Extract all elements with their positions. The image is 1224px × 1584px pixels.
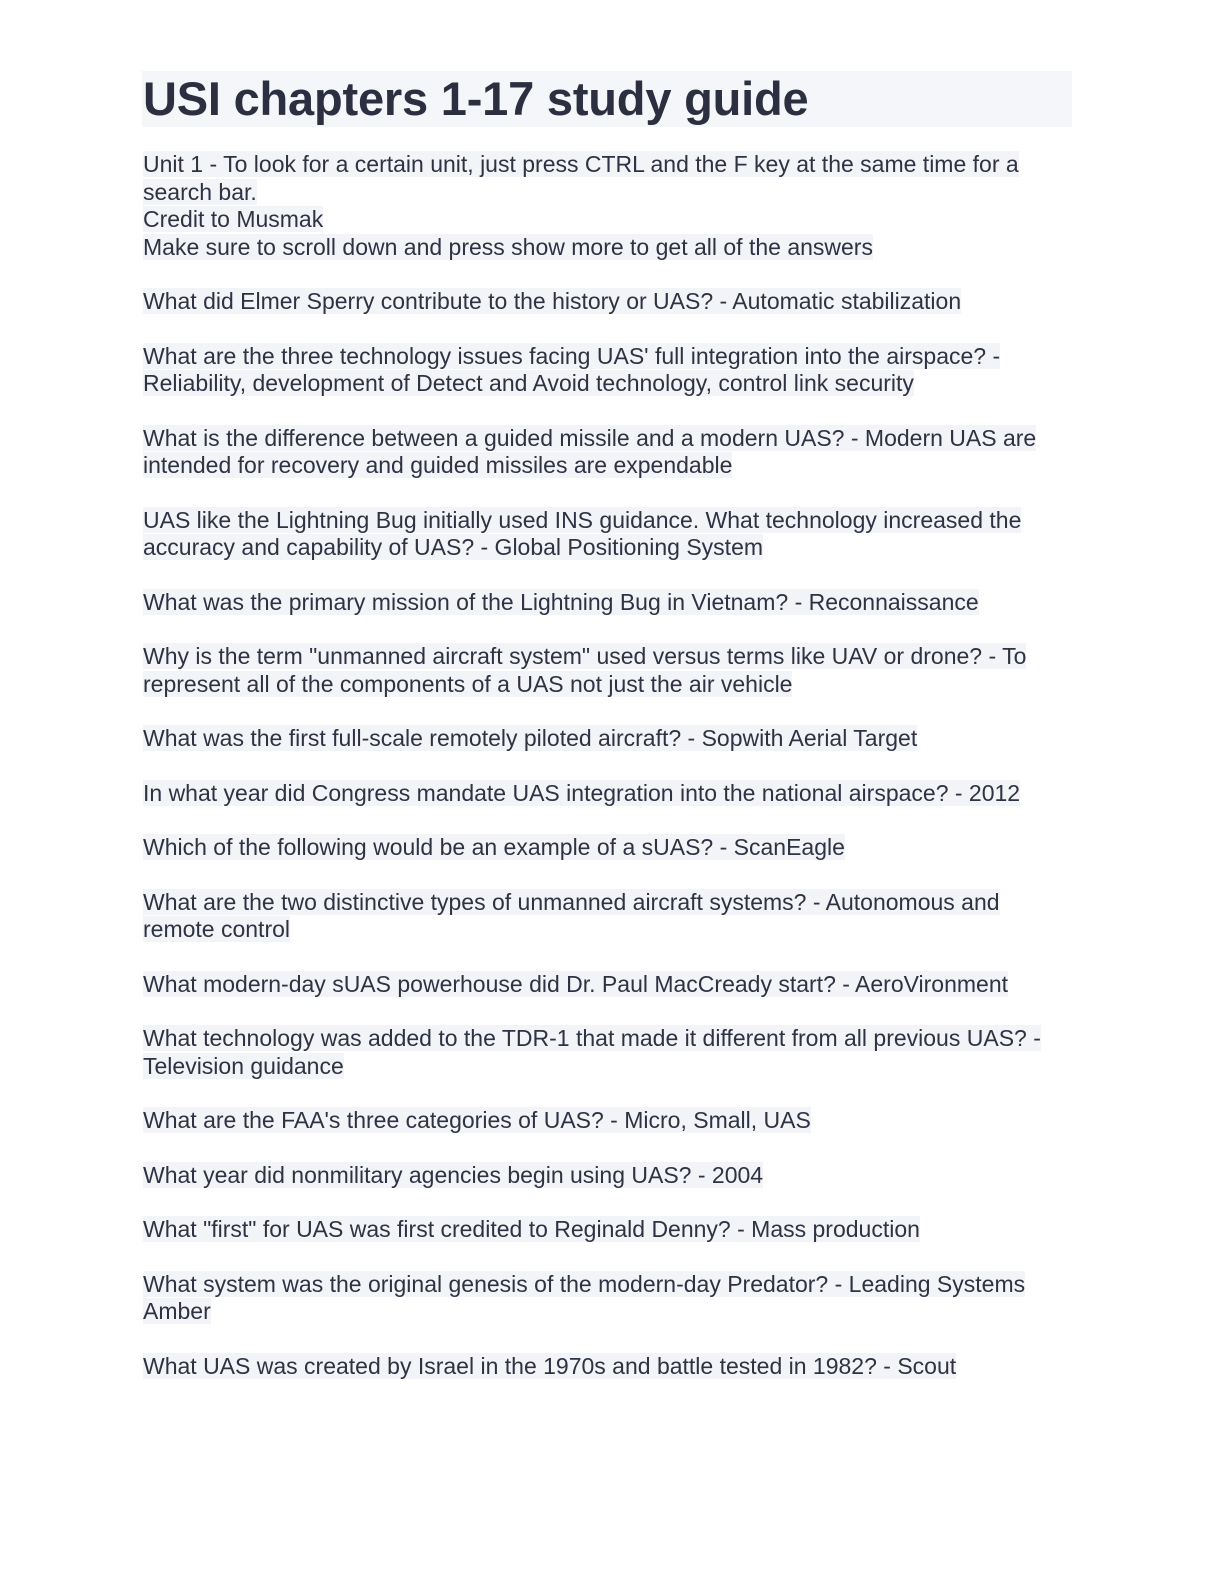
qa-text: UAS like the Lightning Bug initially used INS guidance. What technology increased the accuracy and capability of UAS? - Global Positioning System	[143, 506, 1022, 560]
qa-text: In what year did Congress mandate UAS integration into the national airspace? - 2012	[143, 779, 1021, 806]
intro-block	[143, 151, 1073, 261]
qa-item	[143, 780, 1073, 808]
qa-item	[143, 1216, 1073, 1244]
qa-text: What UAS was created by Israel in the 1970s and battle tested in 1982? - Scout	[143, 1352, 957, 1379]
qa-text: What are the two distinctive types of unmanned aircraft systems? - Autonomous and remote control	[143, 888, 1000, 942]
qa-text: Why is the term "unmanned aircraft system" used versus terms like UAV or drone? - To represent all of the components of a UAS not just the air vehicle	[143, 643, 1027, 697]
qa-item	[143, 643, 1073, 698]
page-title: USI chapters 1-17 study guide	[143, 72, 809, 125]
qa-text: What is the difference between a guided missile and a modern UAS? - Modern UAS are intended for recovery and guided missiles are expendable	[143, 424, 1037, 478]
qa-item	[143, 1353, 1073, 1381]
qa-item	[143, 971, 1073, 999]
intro-text: Unit 1 - To look for a certain unit, just press CTRL and the F key at the same time for a search bar.	[143, 151, 1019, 205]
qa-text: What modern-day sUAS powerhouse did Dr. Paul MacCready start? - AeroVironment	[143, 970, 1009, 997]
qa-item	[143, 425, 1073, 480]
intro-line	[143, 234, 1073, 262]
qa-item	[143, 343, 1073, 398]
intro-line	[143, 206, 1073, 234]
qa-text: What are the three technology issues facing UAS' full integration into the airspace? - Reliability, development of Detect and Avoid technology, control link security	[143, 342, 1001, 396]
qa-text: What "first" for UAS was first credited to Reginald Denny? - Mass production	[143, 1216, 920, 1242]
qa-item	[143, 1162, 1073, 1190]
qa-text: What year did nonmilitary agencies begin using UAS? - 2004	[143, 1161, 764, 1188]
qa-text: What did Elmer Sperry contribute to the history or UAS? - Automatic stabilization	[143, 288, 962, 314]
title-bar	[142, 71, 1072, 127]
qa-item	[143, 288, 1073, 316]
qa-item	[143, 1271, 1073, 1326]
intro-line	[143, 151, 1073, 206]
qa-text: What system was the original genesis of the modern-day Predator? - Leading Systems Amber	[143, 1270, 1026, 1324]
qa-item	[143, 507, 1073, 562]
qa-item	[143, 589, 1073, 617]
qa-text: What was the first full-scale remotely piloted aircraft? - Sopwith Aerial Target	[143, 725, 918, 751]
qa-list	[143, 288, 1073, 1380]
intro-text: Make sure to scroll down and press show more to get all of the answers	[143, 233, 873, 260]
qa-text: Which of the following would be an example of a sUAS? - ScanEagle	[143, 834, 845, 860]
qa-text: What technology was added to the TDR-1 that made it different from all previous UAS? - Television guidance	[143, 1025, 1041, 1079]
qa-text: What are the FAA's three categories of UAS? - Micro, Small, UAS	[143, 1107, 811, 1133]
qa-text: What was the primary mission of the Lightning Bug in Vietnam? - Reconnaissance	[143, 588, 979, 615]
qa-item	[143, 889, 1073, 944]
qa-item	[143, 1025, 1073, 1080]
qa-item	[143, 1107, 1073, 1135]
document-page	[143, 71, 1073, 1407]
qa-item	[143, 834, 1073, 862]
intro-text: Credit to Musmak	[143, 206, 324, 232]
qa-item	[143, 725, 1073, 753]
